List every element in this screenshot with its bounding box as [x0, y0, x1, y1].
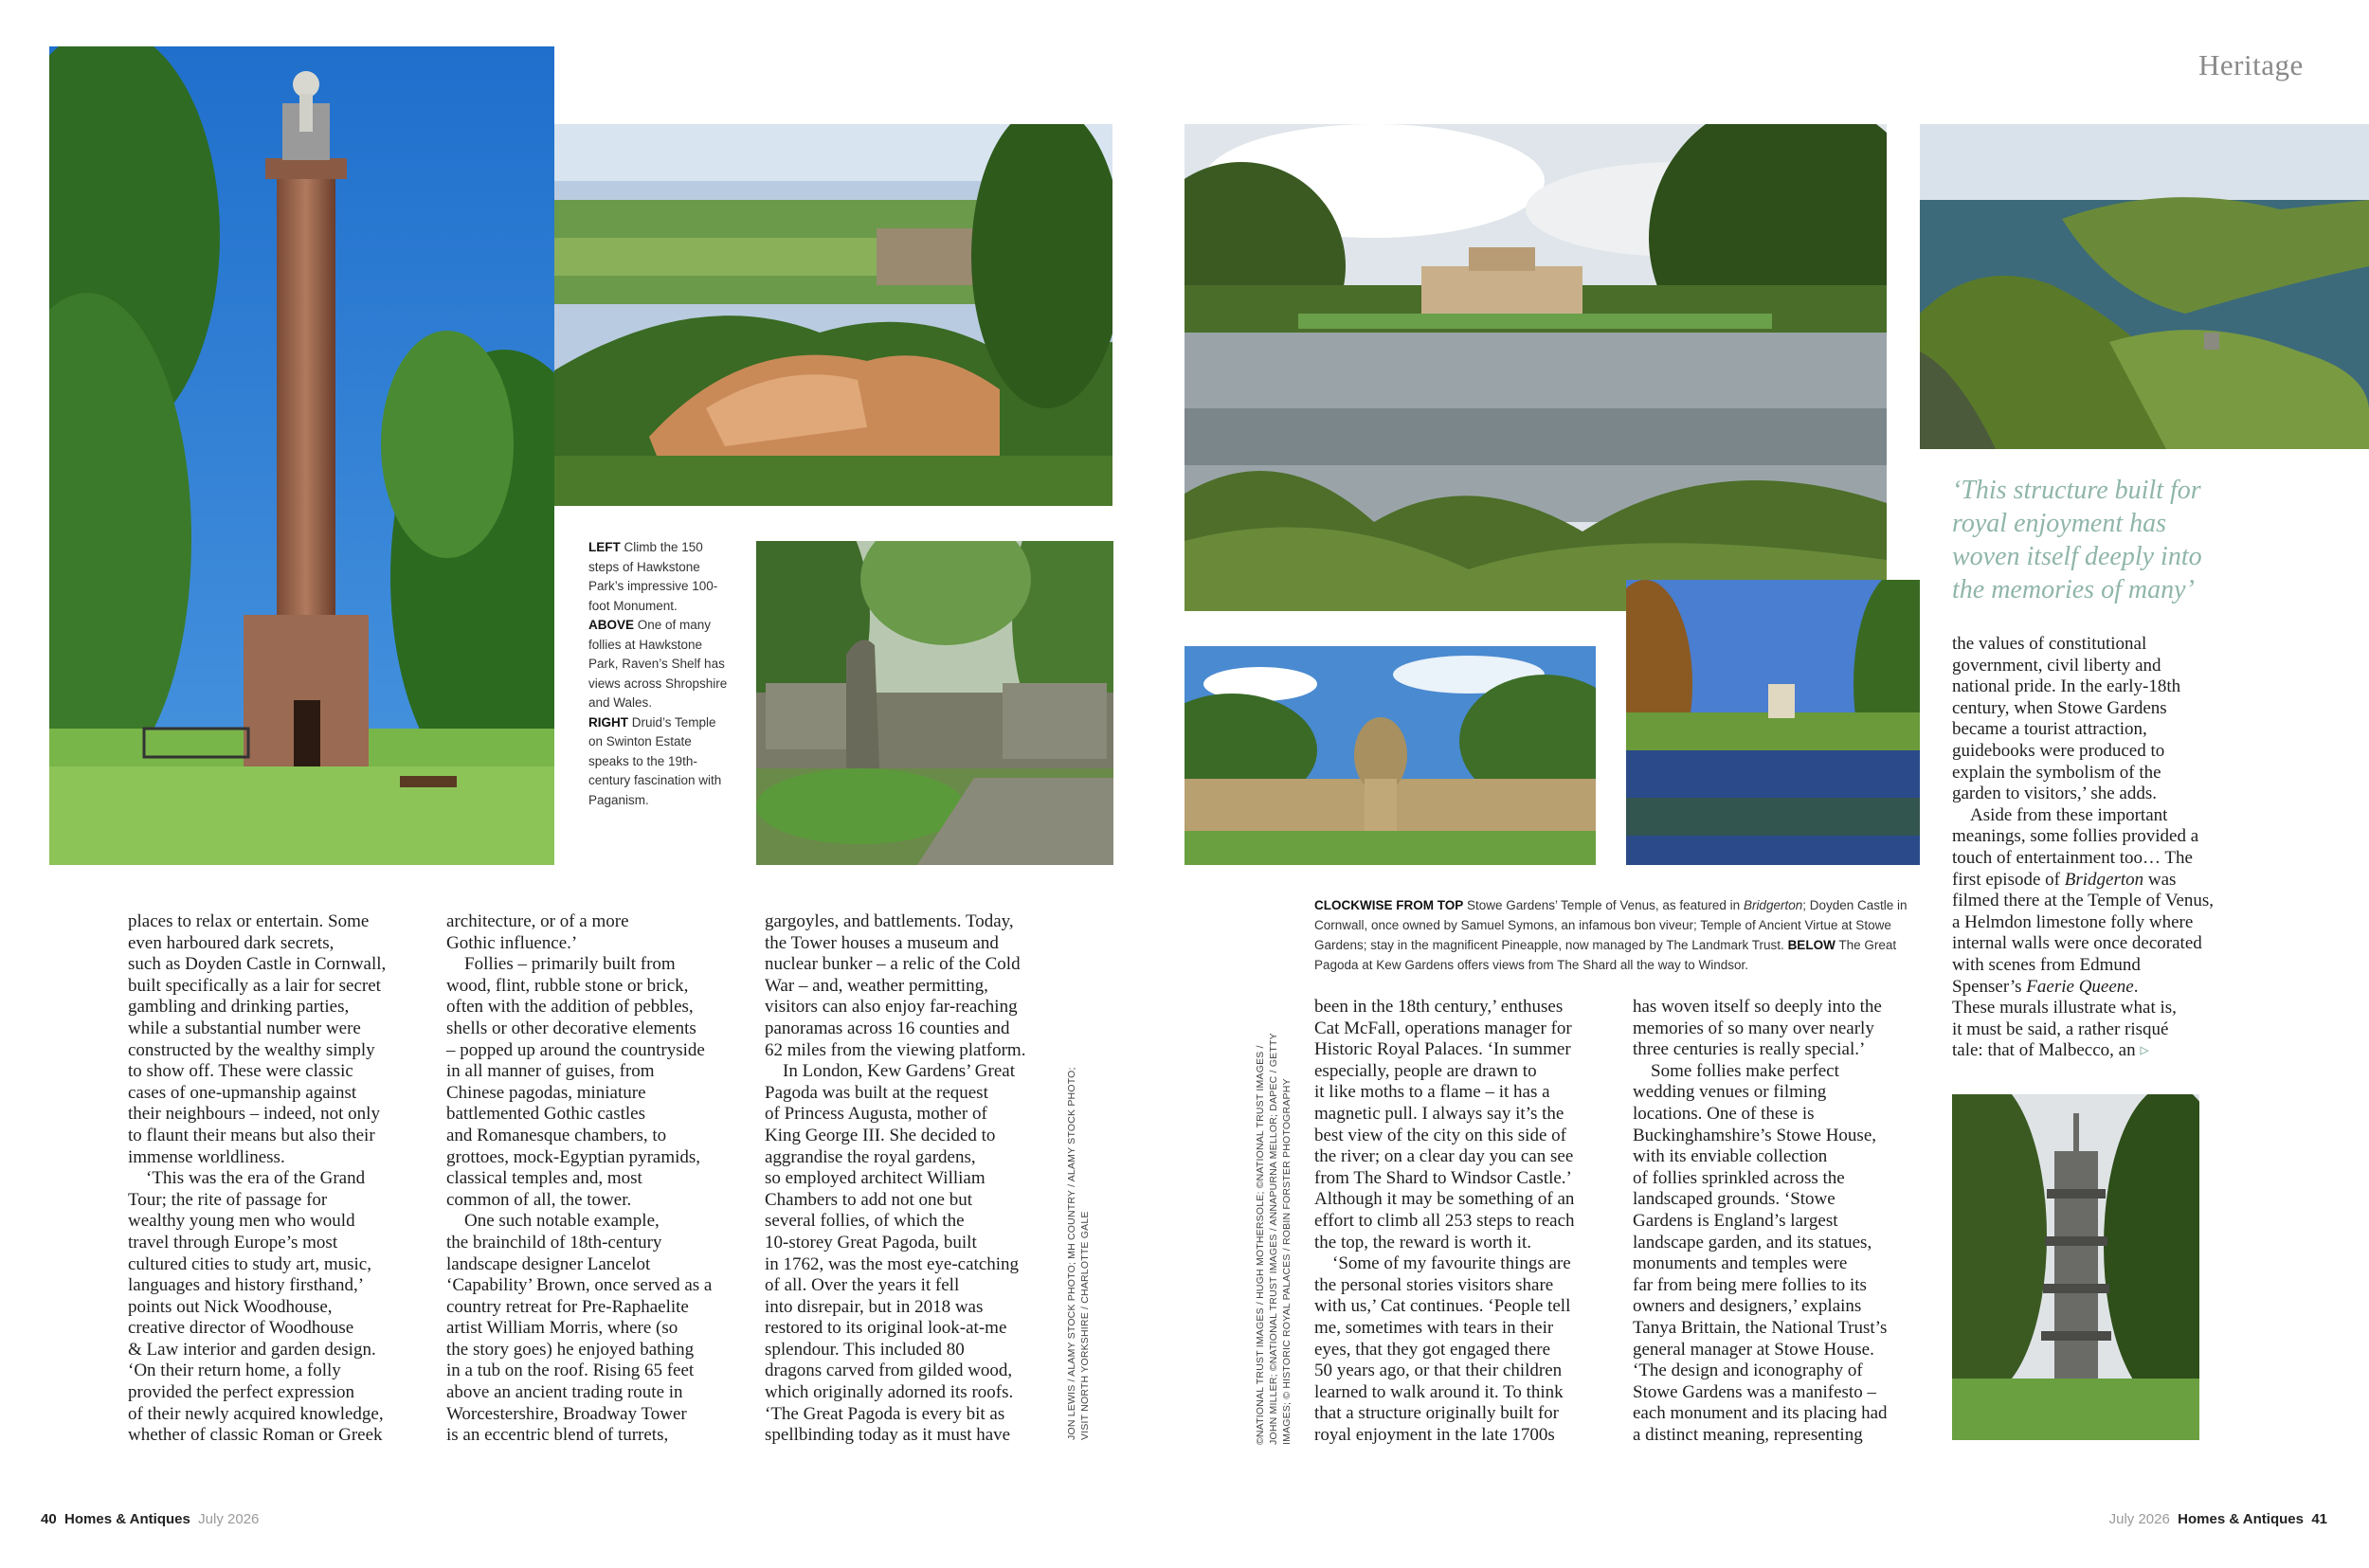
caption-above-text: One of many follies at Hawkstone Park, Raven’s Shelf has views across Shropshire and Wales.	[588, 618, 728, 710]
photo-credit-right: ©NATIONAL TRUST IMAGES / HUGH MOTHERSOLE; ©NATIONAL TRUST IMAGES / JOHN MILLER; ©NATIONAL TRUST IMAGES / ANNAPURNA MELLOR; DAPEC / GETTY IMAGES; © HISTORIC ROYAL PALACES / ROBIN FORSTER PHOTOGRAPHY	[1255, 1033, 1293, 1445]
continue-arrow-icon: ▹	[2140, 1040, 2149, 1061]
photo-great-pagoda	[1952, 1094, 2199, 1440]
caption-left-label: LEFT	[588, 540, 621, 554]
body-column-4: been in the 18th century,’ enthuses Cat McFall, operations manager for Historic Royal Palaces. ‘In summer especially, people are drawn to it like moths to a flame – it has a magnetic pull. I always say it’s the best view of the city on this side of the river; on a clear day you can see from The Shard to Windsor Castle.’ Although it may be something of an effort to climb all 253 steps to reach the top, the reward is worth it. ‘Some of my favourite things are the personal stories visitors share with us,’ Cat continues. ‘People tell me, sometimes with tears in their eyes, that they got engaged there 50 years ago, or that their children learned to walk around it. To think that a structure originally built for royal enjoyment in the late 1700s	[1314, 997, 1575, 1445]
col6-part-c: . These murals illustrate what is, it must be said, a rather risqué tale: that of Malbecco, an	[1952, 976, 2177, 1061]
caption-clockwise-label: CLOCKWISE FROM TOP	[1314, 898, 1464, 912]
page-number-right: 41	[2311, 1511, 2327, 1527]
magazine-name-left: Homes & Antiques	[64, 1511, 190, 1527]
caption-left-page	[588, 538, 731, 810]
caption-right-page	[1314, 895, 1911, 975]
body-column-1: places to relax or entertain. Some even harboured dark secrets, such as Doyden Castle in Cornwall, built specifically as a lair for secret gambling and drinking parties, while a substantial number were constructed by the wealthy simply to show off. These were classic cases of one-upmanship against their neighbours – indeed, not only to flaunt their means but also their immense worldliness. ‘This was the era of the Grand Tour; the rite of passage for wealthy young men who would travel through Europe’s most cultured cities to study art, music, languages and history firsthand,’ points out Nick Woodhouse, creative director of Woodhouse & Law interior and garden design. ‘On their return home, a folly provided the perfect expression of their newly acquired knowledge, whether of classic Roman or Greek	[128, 911, 387, 1446]
caption-clockwise-rest: ; Doyden Castle in Cornwall, once owned by Samuel Symons, an infamous bon viveur; Temple of Ancient Virtue at Stowe Gardens; stay in the magnificent Pineapple, now managed by The Landmark Trust.	[1314, 898, 1908, 952]
col6-part-b: was filmed there at the Temple of Venus, a Helmdon limestone folly where internal walls were once decorated with scenes from Edmund Spenser’s	[1952, 869, 2215, 997]
photo-pineapple	[1184, 646, 1596, 865]
caption-clockwise-text: Stowe Gardens’ Temple of Venus, as featured in	[1463, 898, 1744, 912]
photo-hawkstone-monument	[49, 46, 554, 865]
photo-doyden-castle	[1920, 124, 2369, 449]
caption-above-label: ABOVE	[588, 618, 635, 632]
caption-left-text: Climb the 150 steps of Hawkstone Park’s impressive 100-foot Monument.	[588, 540, 718, 613]
col6-italic-faerie: Faerie Queene	[2026, 976, 2134, 997]
caption-bridgerton: Bridgerton	[1743, 898, 1803, 912]
col6-part-a: the values of constitutional government, civil liberty and national pride. In the early-18th century, when Stowe Gardens became a tourist attraction, guidebooks were produced to explain the symbolism of the garden to visitors,’ she adds. Aside from these important meanings, some follies provided a touch of entertainment too… The first episode of	[1952, 634, 2199, 890]
photo-temple-of-venus	[1184, 124, 1887, 611]
issue-date-left: July 2026	[198, 1511, 260, 1527]
body-column-2: architecture, or of a more Gothic influence.’ Follies – primarily built from wood, flint, rubble stone or brick, often with the addition of pebbles, shells or other decorative elements – popped up around the countryside in all manner of guises, from Chinese pagodas, miniature battlemented Gothic castles and Romanesque chambers, to grottoes, mock-Egyptian pyramids, classical temples and, most common of all, the tower. One such notable example, the brainchild of 18th-century landscape designer Lancelot ‘Capability’ Brown, once served as a country retreat for Pre-Raphaelite artist William Morris, where (so the story goes) he enjoyed bathing in a tub on the roof. Rising 65 feet above an ancient trading route in Worcestershire, Broadway Tower is an eccentric blend of turrets,	[446, 911, 713, 1446]
body-column-6	[1952, 634, 2260, 1062]
body-column-3: gargoyles, and battlements. Today, the Tower houses a museum and nuclear bunker – a relic of the Cold War – and, weather permitting, visitors can also enjoy far-reaching panoramas across 16 counties and 62 miles from the viewing platform. In London, Kew Gardens’ Great Pagoda was built at the request of Princess Augusta, mother of King George III. She decided to aggrandise the royal gardens, so employed architect William Chambers to add not one but several follies, of which the 10-storey Great Pagoda, built in 1762, was the most eye-catching of all. Over the years it fell into disrepair, but in 2018 was restored to its original look-at-me splendour. This included 80 dragons carved from gilded wood, which originally adorned its roofs. ‘The Great Pagoda is every bit as spellbinding today as it must have	[765, 911, 1026, 1446]
caption-below-text: The Great Pagoda at Kew Gardens offers views from The Shard all the way to Windsor.	[1314, 938, 1897, 972]
magazine-name-right: Homes & Antiques	[2178, 1511, 2304, 1527]
folio-left	[41, 1511, 259, 1527]
caption-below-label: BELOW	[1787, 938, 1836, 952]
page-number-left: 40	[41, 1511, 57, 1527]
caption-right-text: Druid’s Temple on Swinton Estate speaks to the 19th-century fascination with Paganism.	[588, 714, 722, 807]
folio-right	[2109, 1511, 2327, 1527]
body-column-5: has woven itself so deeply into the memories of so many over nearly three centuries is really special.’ Some follies make perfect wedding venues or filming locations. One of these is Buckinghamshire’s Stowe House, with its enviable collection of follies sprinkled across the landscaped grounds. ‘Stowe Gardens is England’s largest landscape garden, and its statues, monuments and temples were far from being mere follies to its owners and designers,’ explains Tanya Brittain, the National Trust’s general manager at Stowe House. ‘The design and iconography of Stowe Gardens was a manifesto – each monument and its placing had a distinct meaning, representing	[1633, 997, 1888, 1445]
photo-ravens-shelf	[554, 124, 1112, 506]
pull-quote: ‘This structure built for royal enjoyment has woven itself deeply into the memories of many’	[1952, 476, 2202, 604]
photo-credit-left: JON LEWIS / ALAMY STOCK PHOTO; MH COUNTRY / ALAMY STOCK PHOTO; VISIT NORTH YORKSHIRE / CHARLOTTE GALE	[1066, 1067, 1091, 1440]
caption-right-label: RIGHT	[588, 714, 628, 730]
photo-temple-ancient-virtue	[1626, 580, 1920, 865]
issue-date-right: July 2026	[2108, 1511, 2170, 1527]
col6-italic-bridgerton: Bridgerton	[2064, 869, 2144, 890]
photo-druids-temple	[756, 541, 1113, 865]
section-label: Heritage	[2198, 48, 2304, 81]
